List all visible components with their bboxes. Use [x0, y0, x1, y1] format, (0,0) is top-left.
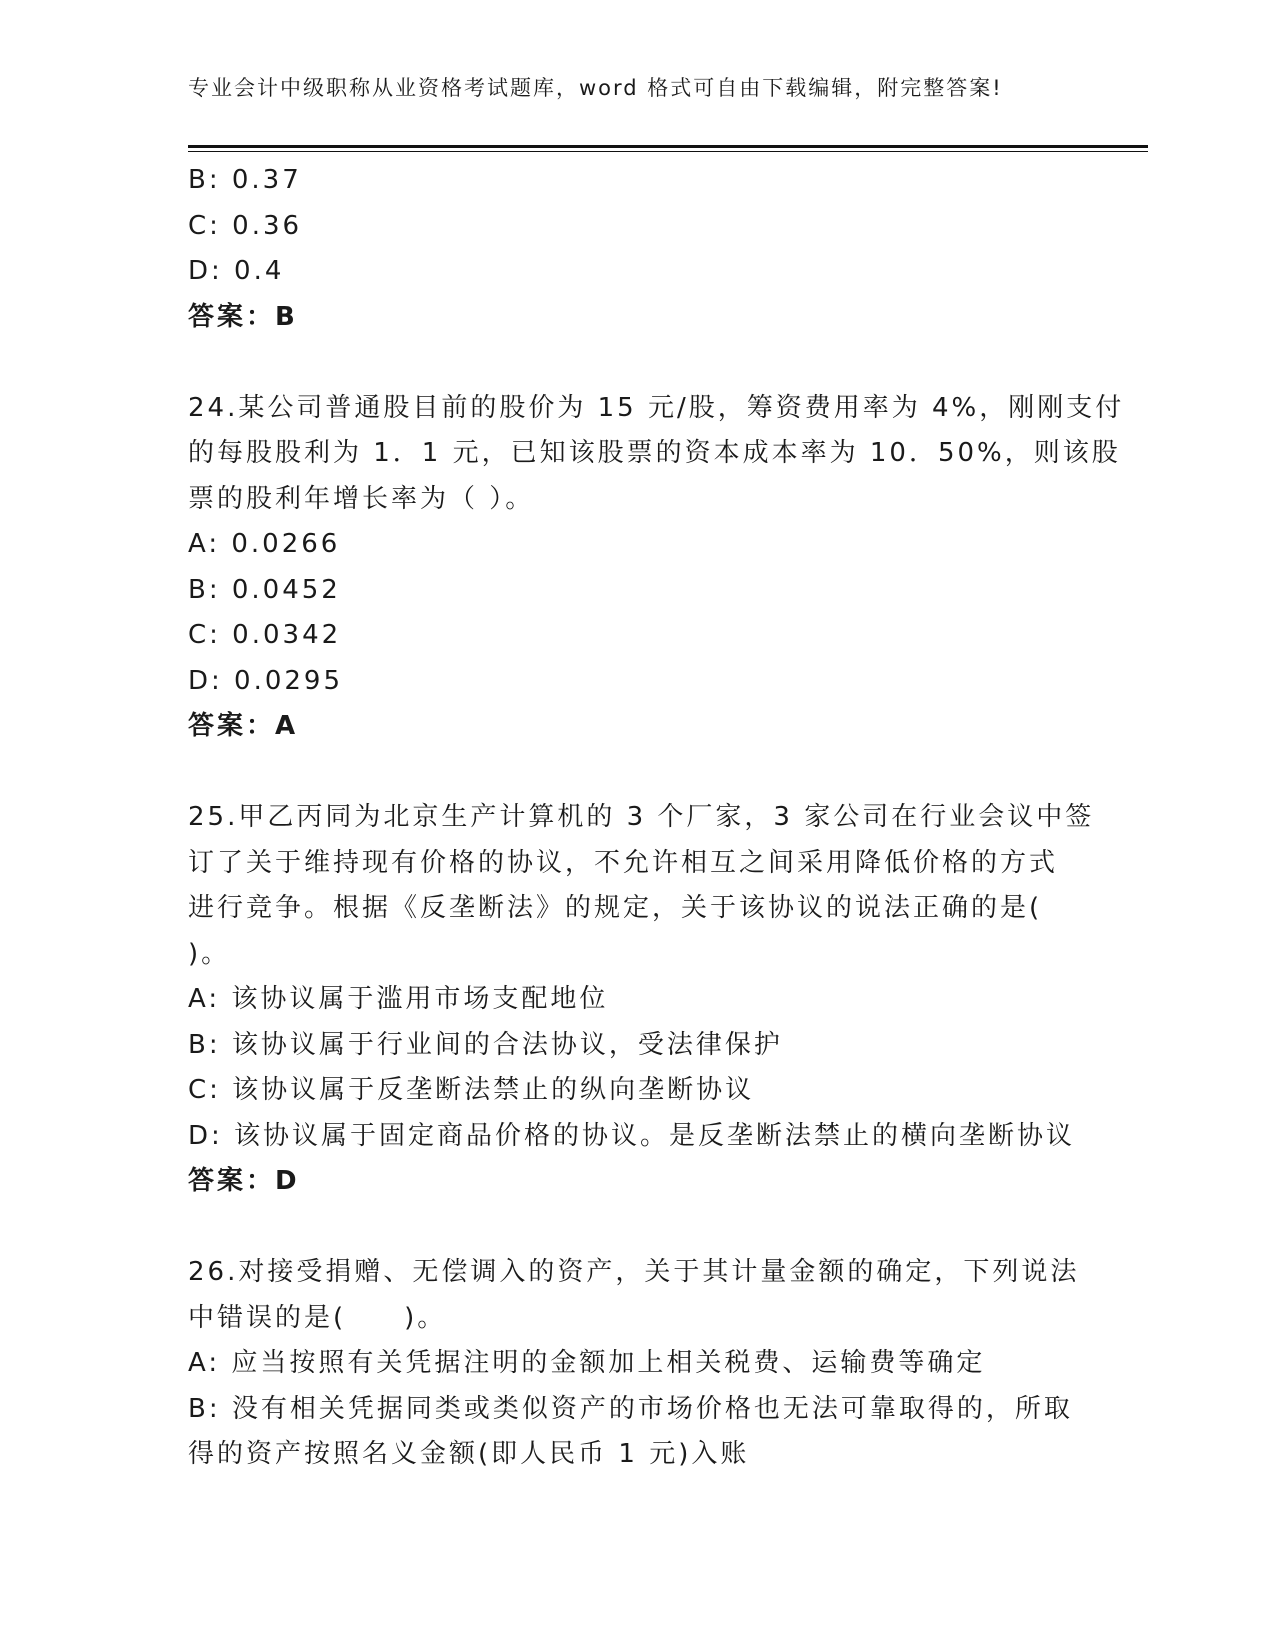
question-stem-line: 中错误的是( )。 [188, 1302, 447, 1333]
answer-line: 答案：A [188, 711, 299, 741]
header-rule-thin [188, 151, 1148, 152]
option-d: D: 该协议属于固定商品价格的协议。是反垄断法禁止的横向垄断协议 [188, 1120, 1076, 1151]
option-c: C: 0.36 [188, 210, 303, 241]
option-b: B: 没有相关凭据同类或类似资产的市场价格也无法可靠取得的，所取 [188, 1393, 1073, 1424]
option-a: A: 该协议属于滥用市场支配地位 [188, 984, 609, 1014]
question-stem-line: 24.某公司普通股目前的股价为 15 元/股，筹资费用率为 4%，刚刚支付 [188, 392, 1125, 423]
question-23-tail [188, 158, 1088, 340]
question-stem-line: 25.甲乙丙同为北京生产计算机的 3 个厂家，3 家公司在行业会议中签 [188, 802, 1095, 832]
answer-line: 答案：D [188, 1166, 300, 1196]
page-header: 专业会计中级职称从业资格考试题库，word 格式可自由下载编辑，附完整答案! [188, 76, 1003, 100]
answer-line: 答案：B [188, 301, 298, 332]
question-stem-line: 票的股利年增长率为（ ）。 [188, 483, 535, 514]
question-stem-line: 的每股股利为 1．1 元，已知该股票的资本成本率为 10．50%，则该股 [188, 438, 1121, 468]
option-b-continued: 得的资产按照名义金额(即人民币 1 元)入账 [188, 1439, 750, 1469]
question-stem-line: 26.对接受捐赠、无偿调入的资产，关于其计量金额的确定，下列说法 [188, 1257, 1080, 1287]
option-b: B: 0.37 [188, 165, 302, 195]
option-b: B: 该协议属于行业间的合法协议，受法律保护 [188, 1029, 783, 1060]
document-body [188, 158, 1125, 1478]
spacer [188, 1205, 1088, 1251]
question-25 [188, 795, 1095, 1205]
question-stem-line: )。 [188, 938, 231, 969]
header-rule-thick [188, 145, 1148, 148]
question-24 [188, 386, 1125, 750]
option-d: D: 0.4 [188, 256, 285, 286]
spacer [188, 750, 1088, 796]
option-a: A: 应当按照有关凭据注明的金额加上相关税费、运输费等确定 [188, 1348, 986, 1378]
question-stem-line: 订了关于维持现有价格的协议，不允许相互之间采用降低价格的方式 [188, 847, 1059, 878]
option-c: C: 该协议属于反垄断法禁止的纵向垄断协议 [188, 1075, 755, 1105]
question-26 [188, 1250, 1088, 1478]
question-stem-line: 进行竞争。根据《反垄断法》的规定，关于该协议的说法正确的是( [188, 893, 1043, 923]
spacer [188, 340, 1088, 386]
option-b: B: 0.0452 [188, 574, 341, 605]
option-a: A: 0.0266 [188, 529, 341, 559]
option-c: C: 0.0342 [188, 620, 342, 650]
option-d: D: 0.0295 [188, 665, 344, 696]
